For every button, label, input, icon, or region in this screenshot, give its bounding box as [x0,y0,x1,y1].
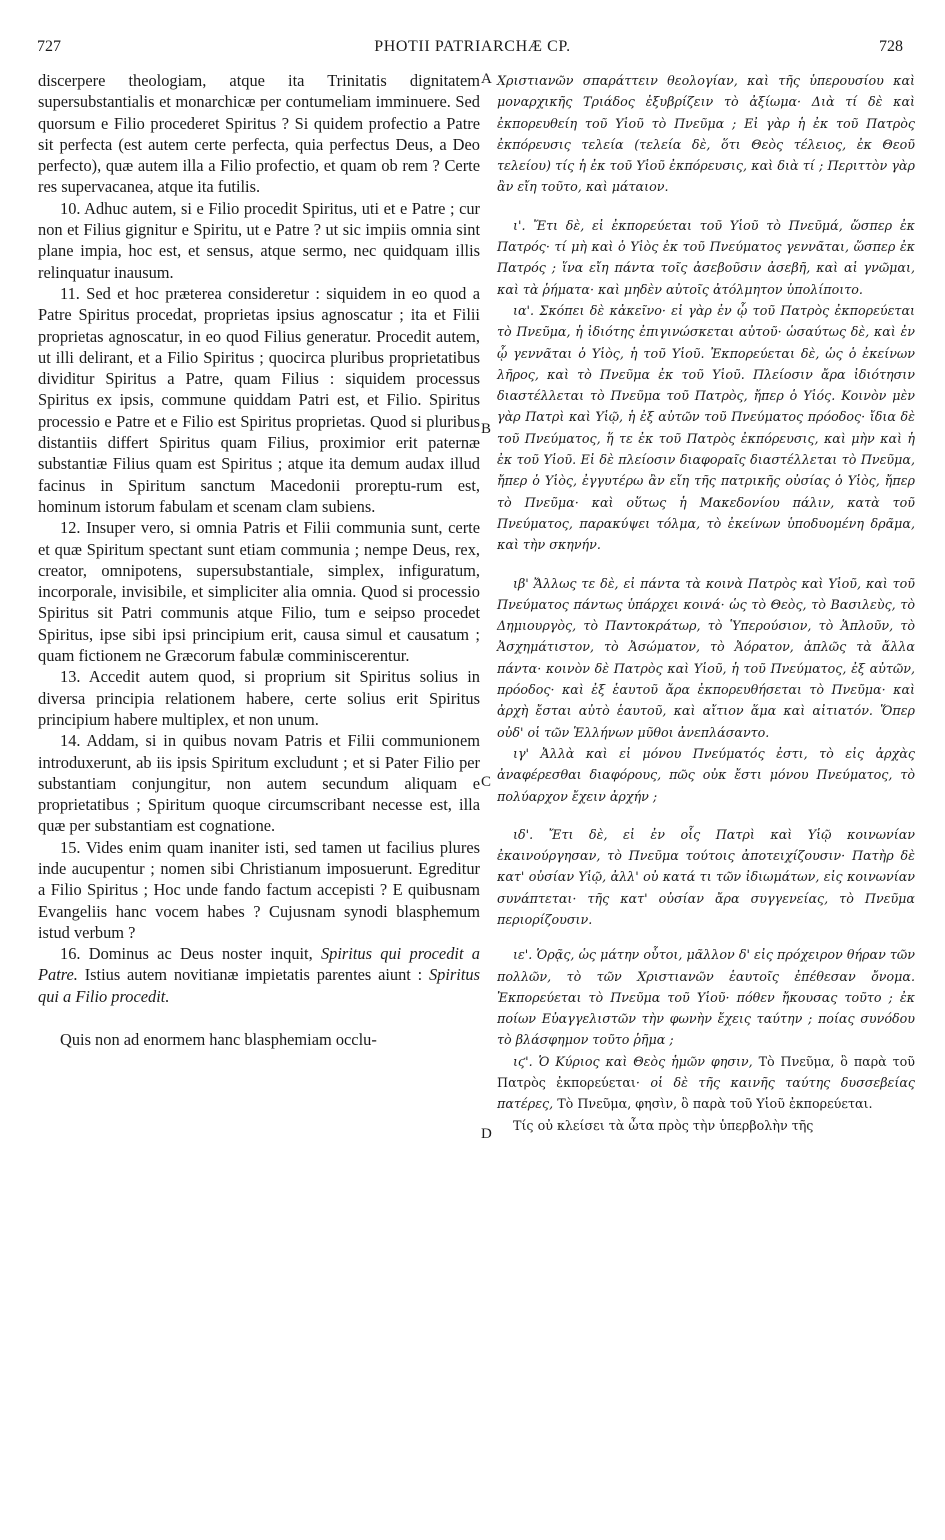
latin-quotation: Spiritus qui procedit a Patre. [38,944,480,985]
page-number-right: 728 [879,38,903,55]
latin-quotation: Spiritus qui a Filio procedit. [38,965,480,1006]
greek-paragraph: ι'. Ἔτι δὲ, εἰ ἐκπορεύεται τοῦ Υἱοῦ τὸ Πνεῦμά, ὥσπερ ἐκ Πατρός· τί μὴ καὶ ὁ Υἱὸς ἐκ τοῦ Πνεύματος γεννᾶται, ὥσπερ ἐκ Πατρός ; ἵνα εἴη πάντα τοῖς ἀσεβοῦσιν ἀσεβῆ, καὶ αἱ γνῶμαι, καὶ τὰ ῥήματα· καὶ μηδὲν αὐτοῖς ἀτόλμητον ὑπολίποιτο. [497,217,915,297]
page-header [0,38,945,60]
latin-paragraph: 10. Adhuc autem, si e Filio procedit Spiritus, uti et e Patre ; cur non et Filius gignitur e Spiritu, ut e Patre ? ut sic impiis omnia sint plane impia, hoc est, et sensus, atque sermo, nec quidquam illis relinquatur inausum. [38,198,480,282]
latin-paragraph [38,943,480,1007]
margin-marker-c: C [481,774,492,790]
greek-paragraph: Χριστιανῶν σπαράττειν θεολογίαν, καὶ τῆς ὑπερουσίου καὶ μοναρχικῆς Τριάδος ἐξυβρίζειν τὸ ἀξίωμα· Διὰ τί δὲ καὶ ἐκπορευθείη τοῦ Υἱοῦ τὸ Πνεῦμα ; Εἰ γὰρ ἡ ἐκ τοῦ Πατρὸς ἐκπόρευσις τελεία (τελεία δὲ, ὅτι Θεὸς τέλειος, ἐκ Θεοῦ τελείου) τίς ἡ ἐκ τοῦ Υἱοῦ ἐκπόρευσις, καὶ διὰ τί ; Περιττὸν γὰρ ἂν εἴη τοῦτο, καὶ μάταιον. [497,73,915,195]
greek-column [497,70,915,1136]
greek-quotation: Τὸ Πνεῦμα, φησὶν, ὃ παρὰ τοῦ Υἱοῦ ἐκπορεύεται. [557,1096,873,1112]
greek-text: ιϛ'. Ὁ Κύριος καὶ Θεὸς ἡμῶν φησιν, [513,1053,759,1069]
latin-text: Istius autem novitianæ impietatis parentes aiunt : [77,965,429,985]
greek-paragraph: ιβ' Ἄλλως τε δὲ, εἰ πάντα τὰ κοινὰ Πατρὸς καὶ Υἱοῦ, καὶ τοῦ Πνεύματος πάντως ὑπάρχει κοινά· ὡς τὸ Θεὸς, τὸ Βασιλεὺς, τὸ Δημιουργὸς, τὸ Παντοκράτωρ, τὸ Ὑπερούσιον, τὸ Ἁπλοῦν, τὸ Ἀσχημάτιστον, τὸ Ἀσώματον, τὸ Ἀόρατον, ἁπλῶς τὰ ἄλλα πάντα· κοινὸν δὲ Πατρὸς καὶ Υἱοῦ, ἡ τοῦ Πνεύματος, ἐξ αὐτῶν, πρόοδος· καὶ ἐξ ἑαυτοῦ ἄρα ἐκπορευθήσεται τὸ Πνεῦμα· καὶ ἀρχὴ ἔσται αὐτὸ ἑαυτοῦ, καὶ αἴτιον ἅμα καὶ αἰτιατόν. Ὅπερ οὐδ' οἱ τῶν Ἑλλήνων μῦθοι ἀνεπλάσαντο. [497,575,915,740]
page-number-left: 727 [37,38,61,55]
greek-paragraph: ια'. Σκόπει δὲ κἀκεῖνο· εἰ γὰρ ἐν ᾧ τοῦ Πατρὸς ἐκπορεύεται τὸ Πνεῦμα, ἡ ἰδιότης ἐπιγινώσκεται αὐτοῦ· ὡσαύτως δὲ, καὶ ἐν ᾧ γεννᾶται ὁ Υἱὸς, ἡ τοῦ Υἱοῦ. Ἐκπορεύεται δὲ, ὡς ὁ ἐκείνων λῆρος, καὶ τὸ Πνεῦμα ἐκ τοῦ Υἱοῦ. Πλείοσιν ἄρα ἰδιότησιν διαστέλλεται τὸ Πνεῦμα τοῦ Πατρὸς, ἤπερ ὁ Υἱός. Κοινὸν μὲν γὰρ Πατρὶ καὶ Υἱῷ, ἡ ἐξ αὐτῶν τοῦ Πνεύματος πρόοδος· ἴδια δὲ τοῦ Πνεύματος, ἥ τε ἐκ τοῦ Πατρὸς ἐκπόρευσις, καὶ μὴν καὶ ἡ ἐκ τοῦ Υἱοῦ. Εἰ δὲ πλείοσιν διαφοραῖς διαστέλλεται τὸ Πνεῦμα, ἤπερ ὁ Υἱὸς, ἐγγυτέρω ἂν εἴη τῆς πατρικῆς οὐσίας ὁ Υἱὸς, ἤπερ τὸ Πνεῦμα· καὶ οὕτως ἡ Μακεδονίου πάλιν, κατὰ τοῦ Πνεύματος, παρακύψει τόλμα, τὸ ἐκείνων ὑποδυομένη δρᾶμα, καὶ τὴν σκηνήν. [497,302,915,553]
margin-marker-a: A [481,71,492,87]
latin-paragraph: Quis non ad enormem hanc blasphemiam occlu- [60,1030,377,1050]
latin-column [38,70,480,1050]
latin-paragraph: 13. Accedit autem quod, si proprium sit Spiritus solius in diversa principia relationem habere, certe solius erit Spiritus principium habere multiplex, et non unum. [38,667,480,729]
latin-paragraph: discerpere theologiam, atque ita Trinitatis dignitatem supersubstantialis et monarchicæ per contumeliam imminuere. Sed quorsum e Filio procederet Spiritus ? Si quidem profectio a Patre sit perfecta (est autem certe perfecta, quia perfectus Deus, a Deo perfecto), quæ autem illa a Filio profectio, et quam ob rem ? Certe res supervacanea, atque ita futilis. [38,71,480,197]
latin-text: 16. Dominus ac Deus noster inquit, [60,944,321,964]
greek-paragraph: Τίς οὐ κλείσει τὰ ὦτα πρὸς τὴν ὑπερβολὴν τῆς [513,1117,814,1133]
greek-paragraph: ιγ' Ἀλλὰ καὶ εἰ μόνου Πνεύματός ἐστι, τὸ εἰς ἀρχὰς ἀναφέρεσθαι διαφόρους, πῶς οὐκ ἔστι μόνου Πνεύματος, τὸ πολύαρχον ἔχειν ἀρχήν ; [497,745,915,804]
latin-paragraph: 15. Vides enim quam inaniter isti, sed tamen ut facilius plures inde aucupentur ; nomen sibi Christianum imposuerunt. Egreditur a Filio Spiritus ; Hoc unde fando factum accepisti ? E quibusnam Evangeliis hanc vocem habes ? Cujusnam synodi blasphemum istud verbum ? [38,837,480,942]
running-title: PHOTII PATRIARCHÆ CP. [374,38,571,55]
greek-paragraph [497,1051,915,1115]
latin-paragraph: 12. Insuper vero, si omnia Patris et Filii communia sunt, certe et quæ Spiritum spectant sunt etiam communia ; nempe Deus, rex, creator, omnipotens, supersubstantiale, simplex, infiguratum, incorporale, invisibile, et simpliciter alia omnia. Quod si processio Spiritus sit Patri communis atque Filio, tum e seipso procedet Spiritus, ipse sibi ipsi principium erit, causa simul et causatum ; quam fictionem ne Græcorum fabulæ comminiscerentur. [38,518,480,666]
latin-paragraph: 11. Sed et hoc præterea consideretur : siquidem in eo quod a Patre Spiritus procedat, proprietas ipsius agnoscatur ; ita et Filii proprietas agnoscatur, in eo quod Filius generatur. Procedit autem, ut illi delirant, et a Filio Spiritus ; quocirca pluribus proprietatibus dividitur Spiritus a Patre, quam Filius : siquidem processus Spiritus ex ipsis, commune quiddam Patri est, et Filio. Spiritus processio e Patre et e Filio est Spiritus proprietas. Quod si pluribus distantiis differt Spiritus quam Filius, proximior erit paternæ substantiæ Filius quam est Spiritus ; atque ita demum audax illud facinus in Spiritum sanctum Macedonii proreptu-rum est, hominum istorum fabulam et scenam clam subiens. [38,283,480,516]
greek-paragraph: ιε'. Ὁρᾷς, ὡς μάτην οὗτοι, μᾶλλον δ' εἰς πρόχειρον θήραν τῶν πολλῶν, τὸ τῶν Χριστιανῶν ἑαυτοῖς ἐπέθεσαν ὄνομα. Ἐκπορεύεται τὸ Πνεῦμα τοῦ Υἱοῦ· πόθεν ἤκουσας τοῦτο ; ἐκ ποίων Εὐαγγελιστῶν τὴν φωνὴν ἔχεις ταύτην ; ποίας συνόδου τὸ βλάσφημον τοῦτο ῥῆμα ; [497,947,915,1048]
greek-quotation: Τὸ Πνεῦμα, ὃ παρὰ τοῦ Πατρὸς ἐκπορεύεται [497,1053,915,1091]
greek-paragraph: ιδ'. Ἔτι δὲ, εἰ ἐν οἷς Πατρὶ καὶ Υἱῷ κοινωνίαν ἐκαινούργησαν, τὸ Πνεῦμα τούτοις ἀποτειχίζουσιν· Πατὴρ δὲ κατ' οὐσίαν Υἱῷ, ἀλλ' οὐ κατά τι τῶν ἰδιωμάτων, εἰς κοινωνίαν συνάπτεται· τῆς κατ' οὐσίαν ἄρα συγγενείας, τὸ Πνεῦμα περιορίζουσιν. [497,826,915,927]
margin-marker-d: D [481,1126,492,1142]
greek-text: · οἱ δὲ τῆς καινῆς ταύτης δυσσεβείας πατέρες, [497,1075,915,1112]
margin-marker-b: B [481,421,492,437]
latin-paragraph: 14. Addam, si in quibus novam Patris et Filii communionem introduxerunt, ab iis ipsis Spiritum excludunt ; et si Pater Filio per substantiam conjungitur, non autem secundum aliquam e proprietatibus ; Spiritum quoque circumscribant necesse est, illa quæ per substantiam est cognatione. [38,731,480,836]
